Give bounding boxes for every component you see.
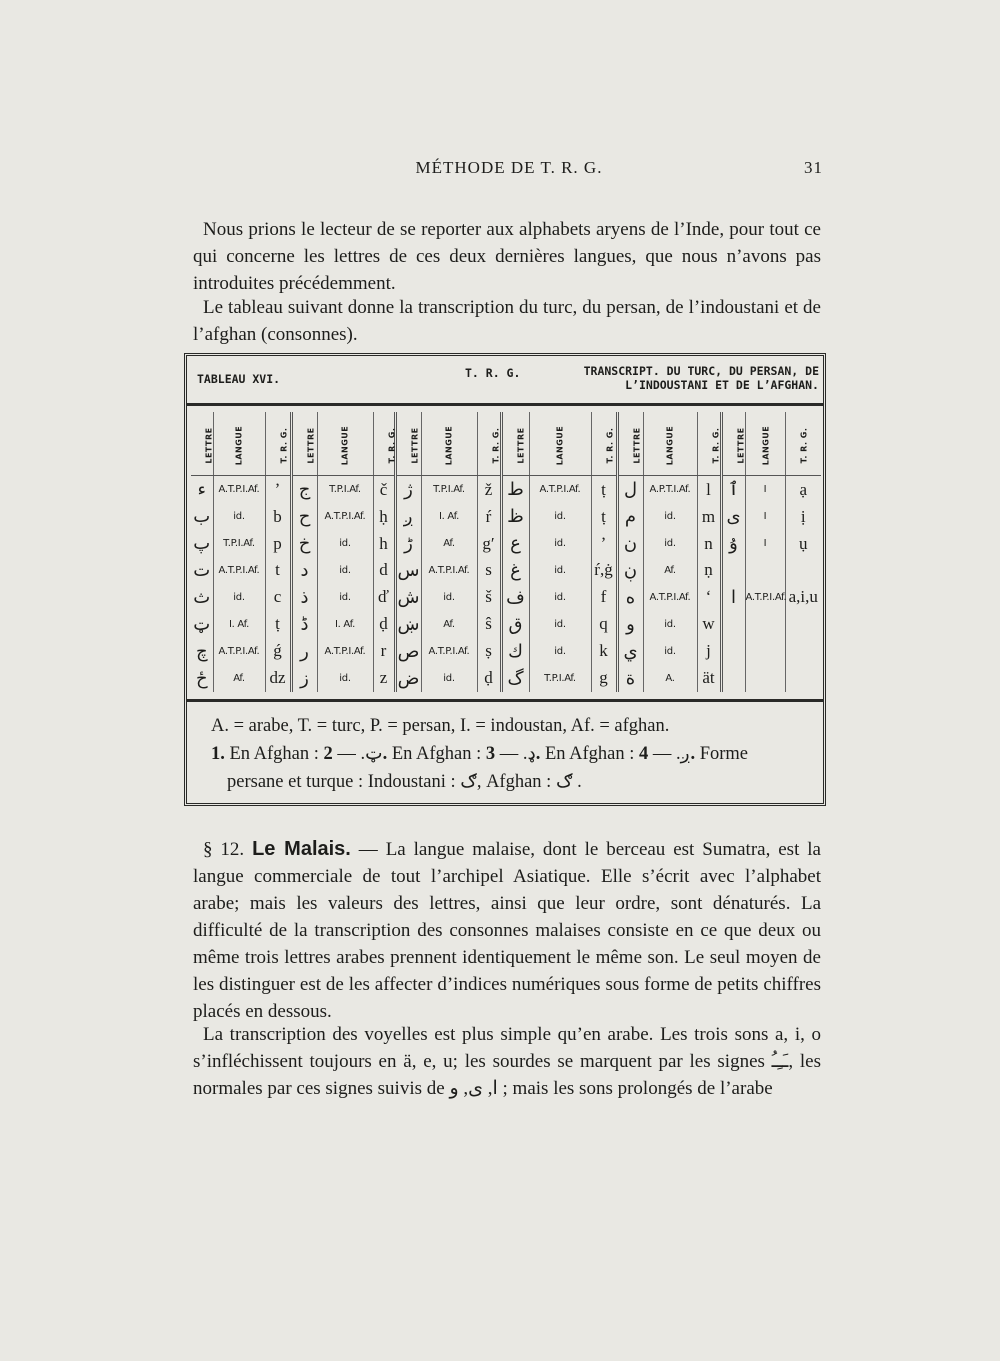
cell-lettre: ڑ [395, 530, 421, 557]
cell-langue: id. [317, 665, 373, 692]
cell-lettre: ق [501, 611, 529, 638]
note-number: 1. [211, 744, 225, 764]
cell-langue: id. [317, 557, 373, 584]
table-row [191, 476, 821, 504]
cell-langue: id. [529, 557, 591, 584]
col-header-trg: T. R. G. [697, 412, 721, 476]
cell-trg: ʼ [265, 476, 291, 504]
cell-lettre: و [617, 611, 643, 638]
paragraph-table-intro: Le tableau suivant donne la transcription du turc, du persan, de l’indoustani et de l’afghan (consonnes). [193, 297, 821, 345]
cell-lettre: ض [395, 665, 421, 692]
cell-trg: ṭ [591, 476, 617, 504]
cell-trg: m [697, 503, 721, 530]
cell-lettre: د [291, 557, 317, 584]
cell-lettre: گ [501, 665, 529, 692]
cell-langue: A.T.P.I.Af. [317, 638, 373, 665]
table-row [191, 611, 821, 638]
section-body: — La langue malaise, dont le berceau est Sumatra, est la langue commerciale de tout l’archipel Asiatique. Elle s’écrit avec l’alphabet arabe; mais les valeurs des lettres, ainsi que leur ordre, sont dénaturés. La difficulté de la transcription des consonnes malaises consiste en ce que deux ou même trois lettres arabes prennent identiquement le même son. Le seul moyen de les distinguer est de les affecter d’indices numériques sous forme de petits chiffres placés en dessous. [193, 839, 821, 1022]
transliteration-table [191, 412, 821, 692]
cell-lettre: ي [617, 638, 643, 665]
section-number: § 12. [203, 839, 245, 860]
cell-lettre: ن [617, 530, 643, 557]
cell-langue: A.T.P.I.Af. [421, 557, 477, 584]
cell-trg: z [373, 665, 395, 692]
cell-trg: ḥ [373, 503, 395, 530]
table-row [191, 530, 821, 557]
cell-lettre: ا [721, 584, 745, 611]
cell-langue: T.P.I.Af. [213, 530, 265, 557]
cell-lettre: ث [193, 586, 211, 608]
cell-langue: Af. [421, 530, 477, 557]
note-text: En Afghan : ډ. — [387, 744, 536, 764]
cell-lettre: ذ [291, 584, 317, 611]
cell-trg: ḍ [373, 611, 395, 638]
cell-trg: ʼ [591, 530, 617, 557]
cell-langue: A.T.P.I.Af. [213, 557, 265, 584]
cell-trg: ʻ [697, 584, 721, 611]
cell-trg: ṭ [591, 503, 617, 530]
note-number: 4. [639, 744, 696, 764]
cell-lettre: ر [291, 638, 317, 665]
col-header-lettre: LETTRE [191, 412, 213, 476]
table-notes [211, 740, 809, 796]
cell-lettre: ږ [395, 503, 421, 530]
cell-trg: ät [697, 665, 721, 692]
col-header-lettre: LETTRE [395, 412, 421, 476]
cell-langue: A.P.T.I.Af. [643, 476, 697, 504]
cell-lettre: ة [617, 665, 643, 692]
note-text: Forme persane et turque : Indoustani : ګ, Afghan : ګ . [227, 744, 749, 792]
cell-lettre: ٱ [721, 476, 745, 504]
cell-langue: I [745, 476, 785, 504]
cell-trg: l [697, 476, 721, 504]
cell-langue: id. [421, 665, 477, 692]
cell-langue: Af. [213, 665, 265, 692]
cell-langue: id. [529, 584, 591, 611]
page-number: 31 [804, 158, 823, 177]
table-title [549, 364, 819, 392]
cell-trg: g′ [477, 530, 501, 557]
cell-lettre: ف [501, 584, 529, 611]
cell-lettre [721, 665, 745, 692]
cell-lettre [721, 611, 745, 638]
table-row [191, 665, 821, 692]
cell-lettre: ص [395, 638, 421, 665]
cell-langue: A.T.P.I.Af. [529, 476, 591, 504]
cell-langue: id. [643, 611, 697, 638]
cell-langue: A.T.P.I.Af. [317, 503, 373, 530]
cell-lettre: م [617, 503, 643, 530]
cell-langue: T.P.I.Af. [529, 665, 591, 692]
cell-trg [785, 557, 821, 584]
cell-lettre: پ [193, 533, 211, 554]
cell-langue: Af. [421, 611, 477, 638]
running-title: MÉTHODE DE T. R. G. [415, 158, 603, 177]
col-header-langue: LANGUE [643, 412, 697, 476]
table-header-row [191, 412, 821, 476]
cell-trg: ị [785, 503, 821, 530]
cell-lettre: ط [501, 476, 529, 504]
cell-langue: I. Af. [317, 611, 373, 638]
cell-langue: id. [643, 503, 697, 530]
cell-langue: A.T.P.I.Af. [745, 584, 785, 611]
note-text: En Afghan : ږ. — [540, 744, 691, 764]
cell-langue: id. [213, 503, 265, 530]
cell-trg: ạ [785, 476, 821, 504]
cell-lettre: ز [291, 665, 317, 692]
note-number: 2. [323, 744, 388, 764]
cell-trg: g [591, 665, 617, 692]
cell-trg: dz [265, 665, 291, 692]
table-heading [187, 356, 823, 406]
cell-lettre: ڈ [291, 611, 317, 638]
col-header-lettre: LETTRE [617, 412, 643, 476]
cell-trg: d [373, 557, 395, 584]
cell-lettre: ظ [501, 503, 529, 530]
cell-trg: ḍ [477, 665, 501, 692]
cell-langue: A.T.P.I.Af. [213, 638, 265, 665]
col-header-trg: T. R. G. [265, 412, 291, 476]
cell-langue [745, 557, 785, 584]
cell-trg: q [591, 611, 617, 638]
transcription-table-frame [184, 353, 826, 806]
cell-trg: ž [477, 476, 501, 504]
cell-langue [745, 611, 785, 638]
table-trg: T. R. G. [465, 366, 521, 380]
cell-langue [745, 665, 785, 692]
cell-trg: ŝ [477, 611, 501, 638]
cell-langue: id. [317, 530, 373, 557]
cell-langue: I. Af. [421, 503, 477, 530]
cell-trg: ŕ,ġ [591, 557, 617, 584]
cell-trg: a,i,u [785, 584, 821, 611]
cell-langue: I [745, 503, 785, 530]
cell-lettre: ټ [193, 613, 211, 635]
cell-langue: A. [643, 665, 697, 692]
cell-lettre: ښ [395, 611, 421, 638]
cell-lettre: س [395, 557, 421, 584]
col-header-langue: LANGUE [213, 412, 265, 476]
cell-trg: ṭ [265, 611, 291, 638]
cell-trg: h [373, 530, 395, 557]
cell-langue: id. [529, 503, 591, 530]
table-row [191, 638, 821, 665]
table-footnotes [187, 699, 823, 803]
cell-lettre: غ [501, 557, 529, 584]
paragraph-malais [193, 836, 821, 1025]
cell-trg: j [697, 638, 721, 665]
cell-trg: k [591, 638, 617, 665]
col-header-lettre: LETTRE [291, 412, 317, 476]
cell-trg: w [697, 611, 721, 638]
cell-lettre: ح [291, 503, 317, 530]
cell-trg: ď [373, 584, 395, 611]
cell-trg: f [591, 584, 617, 611]
cell-trg: t [265, 557, 291, 584]
col-header-trg: T. R. G. [477, 412, 501, 476]
table-row [191, 584, 821, 611]
cell-langue: A.T.P.I.Af. [421, 638, 477, 665]
col-header-langue: LANGUE [421, 412, 477, 476]
cell-trg: c [265, 584, 291, 611]
cell-langue: A.T.P.I.Af. [643, 584, 697, 611]
cell-lettre: ج [291, 476, 317, 504]
cell-lettre: ى [721, 503, 745, 530]
cell-trg: ṇ [697, 557, 721, 584]
col-header-langue: LANGUE [745, 412, 785, 476]
cell-lettre: ڹ [617, 557, 643, 584]
cell-lettre: ۇ [721, 530, 745, 557]
cell-trg: č [373, 476, 395, 504]
cell-langue: I. Af. [213, 611, 265, 638]
cell-langue: I [745, 530, 785, 557]
col-header-langue: LANGUE [529, 412, 591, 476]
cell-lettre: ء [197, 479, 206, 501]
cell-trg [785, 665, 821, 692]
cell-trg: b [265, 503, 291, 530]
cell-langue: id. [317, 584, 373, 611]
cell-lettre: ژ [395, 476, 421, 504]
table-title-line-2: L’INDOUSTANI ET DE L’AFGHAN. [625, 378, 819, 392]
col-header-langue: LANGUE [317, 412, 373, 476]
cell-trg: ǵ [265, 638, 291, 665]
cell-lettre: ه [617, 584, 643, 611]
col-header-trg: T. R. G. [373, 412, 395, 476]
cell-trg: ụ [785, 530, 821, 557]
cell-langue: A.T.P.I.Af. [213, 476, 265, 504]
cell-lettre: ل [617, 476, 643, 504]
cell-lettre: چ [195, 640, 208, 662]
cell-langue: T.P.I.Af. [421, 476, 477, 504]
cell-langue: id. [529, 530, 591, 557]
cell-trg: p [265, 530, 291, 557]
cell-langue: Af. [643, 557, 697, 584]
page-header [195, 158, 823, 182]
col-header-lettre: LETTRE [501, 412, 529, 476]
cell-trg: š [477, 584, 501, 611]
cell-lettre: ت [193, 559, 211, 581]
note-number: 3. [485, 744, 541, 764]
cell-lettre: ځ [195, 667, 208, 689]
table-row [191, 557, 821, 584]
paragraph-voyelles: La transcription des voyelles est plus simple qu’en arabe. Les trois sons a, i, o s’infléchissent toujours en ä, e, u; les sourdes se marquent par les signes ـَـِـُ, les normales par ces signes suivis de ا, ى, و ; mais les sons prolongés de l’arabe [193, 1024, 821, 1099]
section-title: Le Malais. [252, 838, 351, 860]
cell-trg: ṣ [477, 638, 501, 665]
table-row [191, 503, 821, 530]
paragraph-intro: Nous prions le lecteur de se reporter aux alphabets aryens de l’Inde, pour tout ce qui concerne les lettres de ces deux dernières langues, que nous n’avons pas introduites précédemment. [193, 219, 821, 294]
cell-lettre [721, 557, 745, 584]
cell-langue: id. [529, 611, 591, 638]
cell-lettre: ع [501, 530, 529, 557]
cell-lettre: خ [291, 530, 317, 557]
cell-langue: id. [643, 638, 697, 665]
cell-trg [785, 638, 821, 665]
cell-trg: r [373, 638, 395, 665]
cell-lettre: ش [395, 584, 421, 611]
table-body [191, 476, 821, 693]
cell-langue [745, 638, 785, 665]
cell-trg: n [697, 530, 721, 557]
table-legend: A. = arabe, T. = turc, P. = persan, I. = indoustan, Af. = afghan. [211, 716, 670, 736]
table-title-line-1: TRANSCRIPT. DU TURC, DU PERSAN, DE [583, 364, 819, 378]
cell-trg: s [477, 557, 501, 584]
cell-trg [785, 611, 821, 638]
cell-langue: id. [213, 584, 265, 611]
col-header-lettre: LETTRE [721, 412, 745, 476]
table-number: TABLEAU XVI. [197, 372, 281, 386]
cell-lettre [721, 638, 745, 665]
note-text: En Afghan : ټ. — [224, 744, 383, 764]
cell-trg: ŕ [477, 503, 501, 530]
cell-langue: T.P.I.Af. [317, 476, 373, 504]
cell-lettre: ب [193, 506, 211, 528]
cell-langue: id. [643, 530, 697, 557]
cell-lettre: ك [501, 638, 529, 665]
cell-langue: id. [529, 638, 591, 665]
col-header-trg: T. R. G. [785, 412, 821, 476]
col-header-trg: T. R. G. [591, 412, 617, 476]
cell-langue: id. [421, 584, 477, 611]
